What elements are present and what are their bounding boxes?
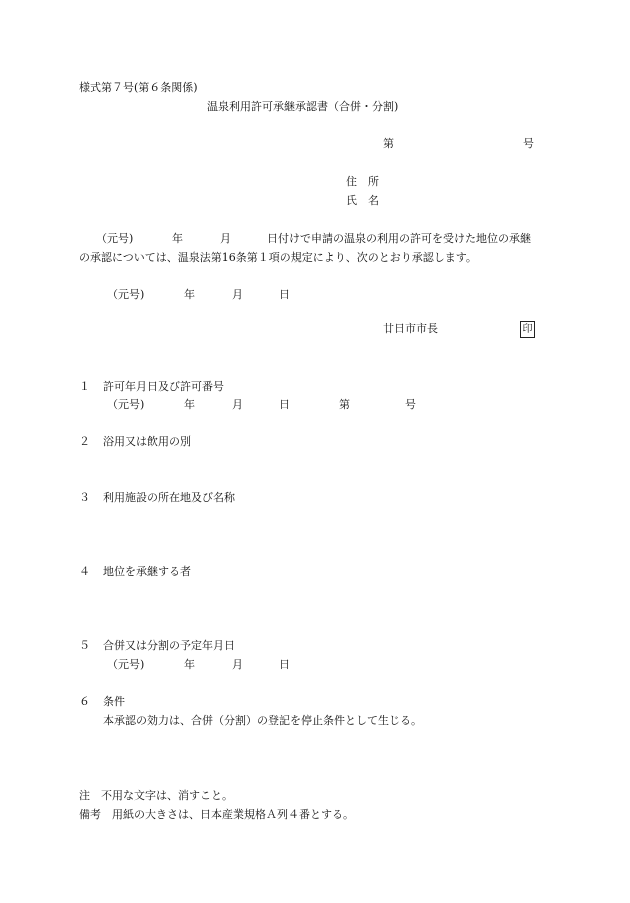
item-6-label: 条件 xyxy=(103,695,125,708)
item-1-number: １ xyxy=(79,380,90,393)
item-1-label: 許可年月日及び許可番号 xyxy=(103,380,224,393)
document-title: 温泉利用許可承継承認書（合併・分割) xyxy=(207,100,399,113)
item-6-number: ６ xyxy=(79,695,90,708)
item-5-label: 合併又は分割の予定年月日 xyxy=(103,639,235,652)
body-era: （元号) xyxy=(96,232,134,245)
issue-month: 月 xyxy=(232,288,243,301)
item-3-label: 利用施設の所在地及び名称 xyxy=(103,491,235,504)
item-1-year: 年 xyxy=(184,398,195,411)
issue-day: 日 xyxy=(279,288,290,301)
item-1-dai: 第 xyxy=(339,398,350,411)
form-number: 様式第７号(第６条関係) xyxy=(79,81,198,94)
body-line2: の承認については、温泉法第16条第１項の規定により、次のとおり承認します。 xyxy=(79,251,477,264)
item-5-era: （元号) xyxy=(107,658,145,671)
item-6-text: 本承認の効力は、合併（分割）の登記を停止条件として生じる。 xyxy=(103,714,422,727)
name-label: 氏 名 xyxy=(346,194,379,207)
issue-era: （元号) xyxy=(107,288,145,301)
item-1-era: （元号) xyxy=(107,398,145,411)
item-5-number: ５ xyxy=(79,639,90,652)
body-year: 年 xyxy=(172,232,183,245)
biko-line: 備考 用紙の大きさは、日本産業規格Ａ列４番とする。 xyxy=(79,808,354,821)
item-4-number: ４ xyxy=(79,565,90,578)
note-line: 注 不用な文字は、消すこと。 xyxy=(79,789,233,802)
item-2-number: ２ xyxy=(79,435,90,448)
item-1-day: 日 xyxy=(279,398,290,411)
body-line1-rest: 日付けで申請の温泉の利用の許可を受けた地位の承継 xyxy=(267,232,531,245)
issue-year: 年 xyxy=(184,288,195,301)
item-5-year: 年 xyxy=(184,658,195,671)
number-prefix: 第 xyxy=(383,137,394,150)
seal-stamp: 印 xyxy=(520,321,535,338)
item-2-label: 浴用又は飲用の別 xyxy=(103,435,191,448)
issuer-title: 廿日市市長 xyxy=(383,322,438,335)
number-suffix: 号 xyxy=(523,137,534,150)
item-3-number: ３ xyxy=(79,491,90,504)
item-4-label: 地位を承継する者 xyxy=(103,565,191,578)
item-1-month: 月 xyxy=(232,398,243,411)
item-1-go: 号 xyxy=(405,398,416,411)
address-label: 住 所 xyxy=(346,175,379,188)
item-5-day: 日 xyxy=(279,658,290,671)
body-month: 月 xyxy=(220,232,231,245)
item-5-month: 月 xyxy=(232,658,243,671)
